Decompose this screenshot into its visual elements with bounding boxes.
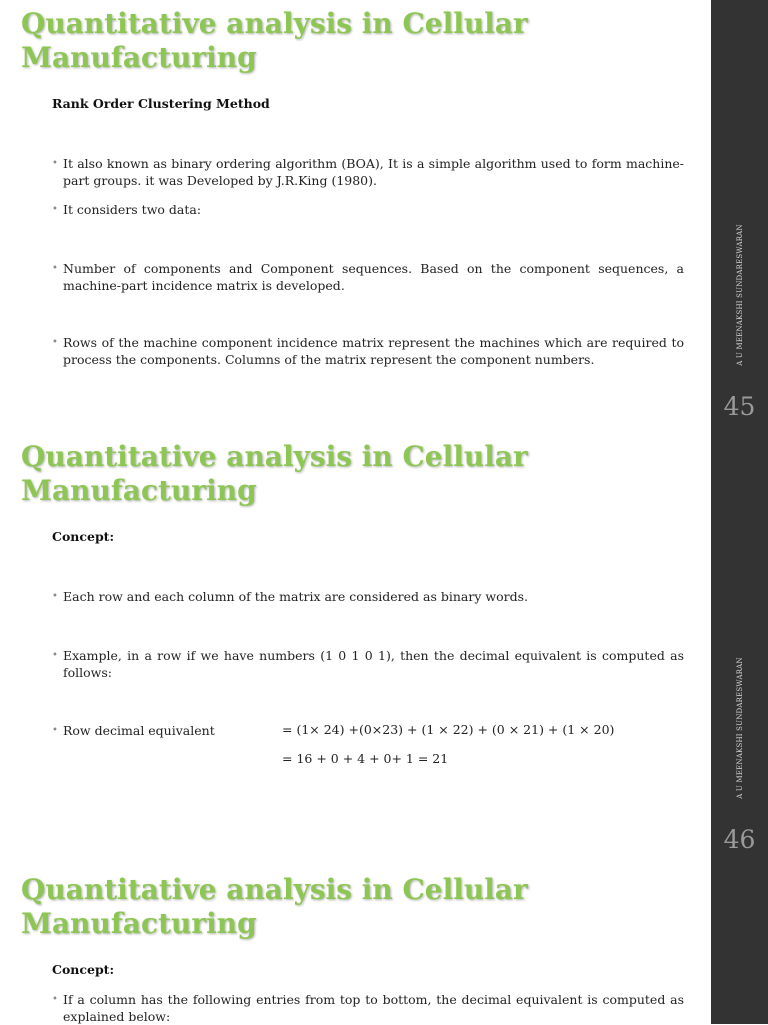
slide-title: Quantitative analysis in Cellular Manufacturing [21, 873, 528, 940]
section-heading: Concept: [52, 529, 115, 544]
slide-46 [0, 433, 711, 866]
author-label: A U MEENAKSHI SUNDARESWARAN [735, 224, 744, 366]
bullet-icon: • [52, 337, 58, 348]
bullet-icon: • [52, 994, 58, 1005]
equation-line: = (1× 24) +(0×23) + (1 × 22) + (0 × 21) + (1 × 20) [282, 722, 615, 737]
slide-title: Quantitative analysis in Cellular Manufacturing [21, 440, 528, 507]
bullet-icon: • [52, 204, 58, 215]
sidebar [711, 0, 768, 1024]
bullet-icon: • [52, 650, 58, 661]
bullet-item: • Number of components and Component sequences. Based on the component sequences, a machine-part incidence matrix is developed. [52, 261, 684, 293]
bullet-item: • If a column has the following entries from top to bottom, the decimal equivalent is computed as explained below: [52, 992, 684, 1024]
bullet-icon: • [52, 725, 58, 736]
slide-number: 46 [723, 825, 756, 854]
slide-title: Quantitative analysis in Cellular Manufacturing [21, 7, 528, 74]
bullet-item: • Each row and each column of the matrix are considered as binary words. [52, 589, 528, 604]
bullet-item: • Example, in a row if we have numbers (1 0 1 0 1), then the decimal equivalent is computed as follows: [52, 648, 684, 680]
slide-47 [0, 866, 711, 1024]
bullet-item: • It also known as binary ordering algorithm (BOA), It is a simple algorithm used to form machine-part groups. it was Developed by J.R.King (1980). [52, 156, 684, 188]
bullet-item: • It considers two data: [52, 202, 202, 217]
section-heading: Concept: [52, 962, 115, 977]
section-heading: Rank Order Clustering Method [52, 96, 270, 111]
slide-number: 45 [723, 392, 756, 421]
bullet-icon: • [52, 158, 58, 169]
slide-45 [0, 0, 711, 433]
bullet-item: • Row decimal equivalent [52, 723, 215, 738]
author-label: A U MEENAKSHI SUNDARESWARAN [735, 657, 744, 799]
bullet-icon: • [52, 591, 58, 602]
bullet-item: • Rows of the machine component incidence matrix represent the machines which are required to process the components. Columns of the matrix represent the component numbers. [52, 335, 684, 367]
equation-result: = 16 + 0 + 4 + 0+ 1 = 21 [282, 751, 449, 766]
bullet-icon: • [52, 263, 58, 274]
